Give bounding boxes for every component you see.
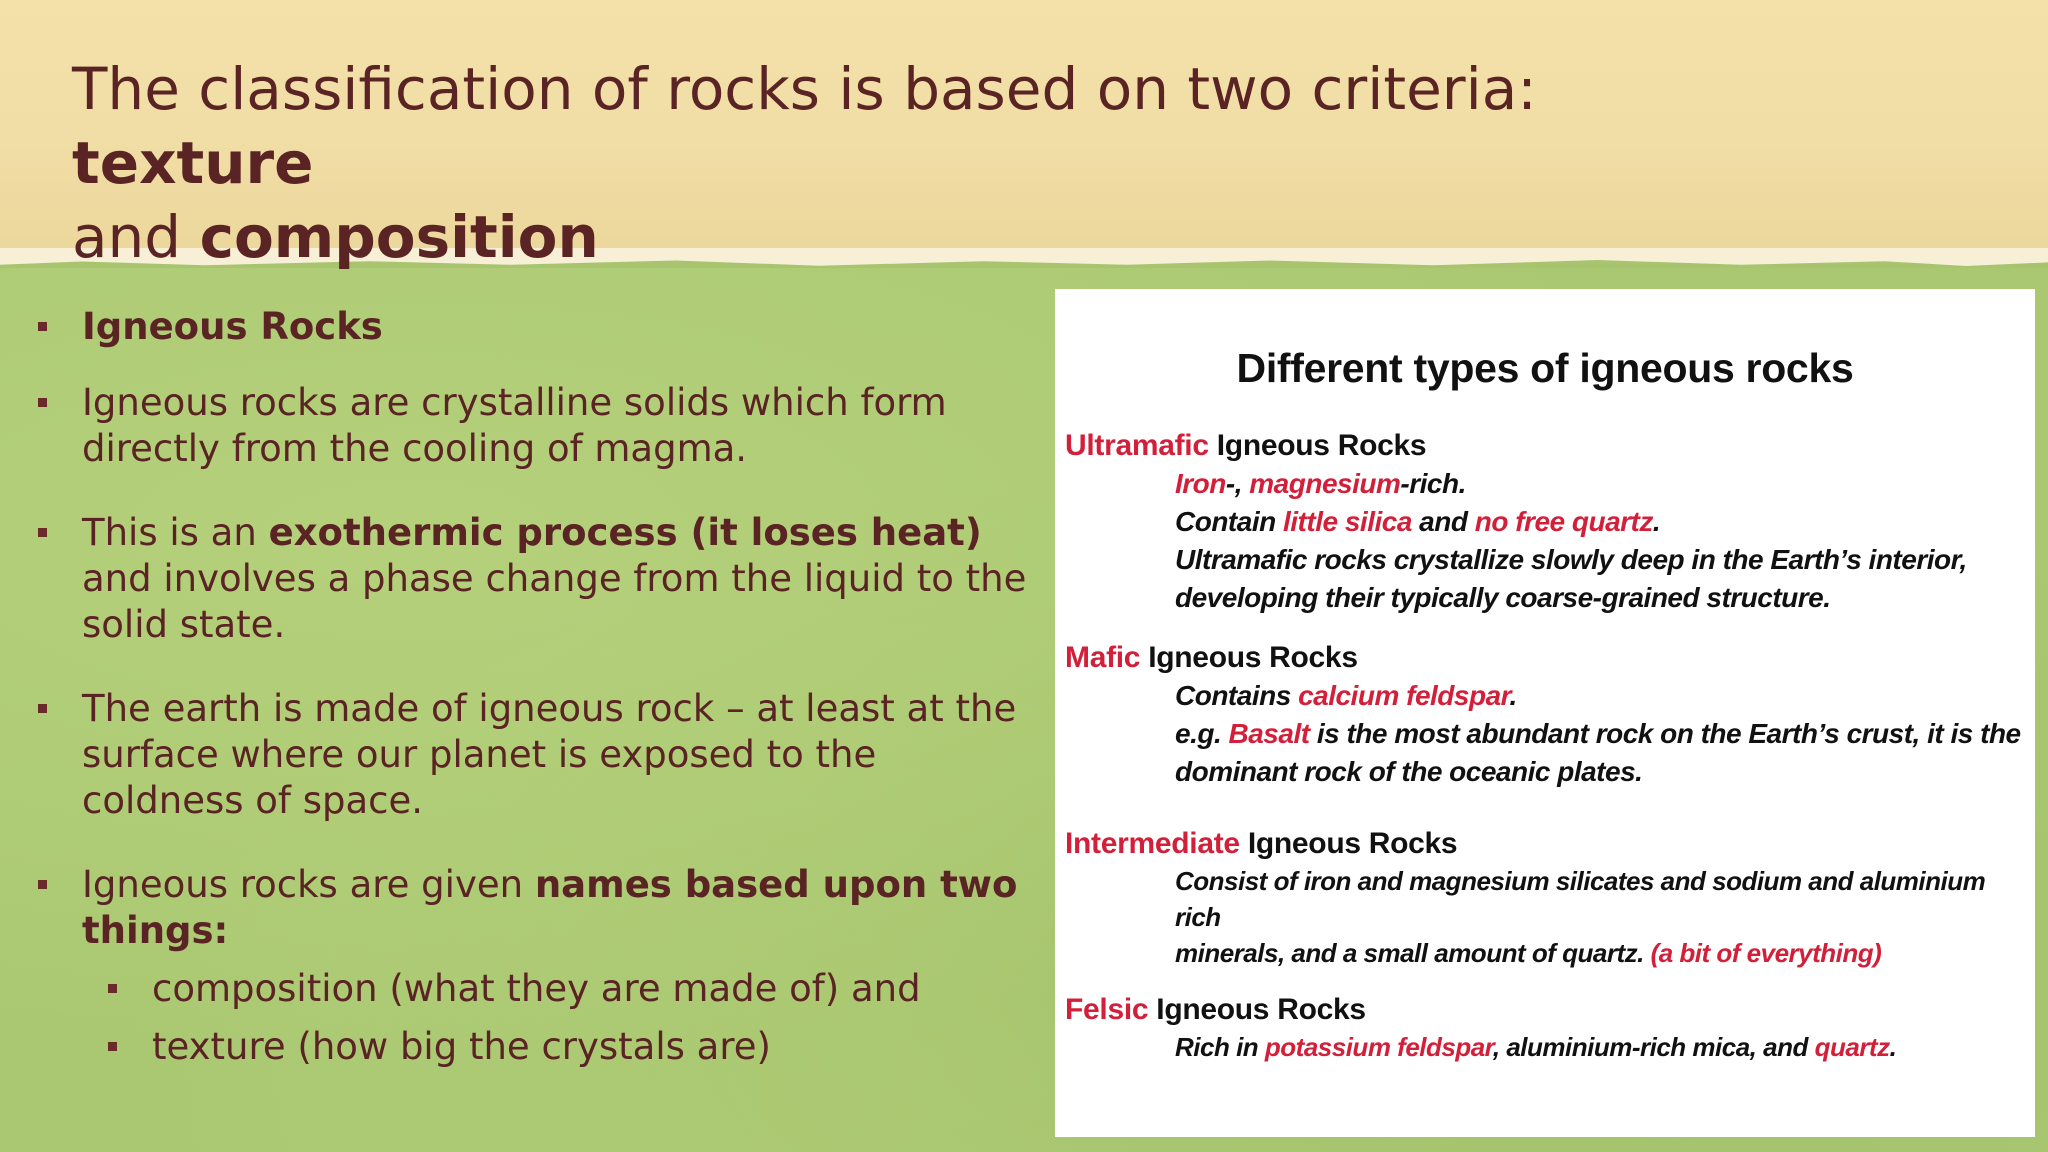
bullet-bold-text: names based upon two things: bbox=[82, 863, 1018, 952]
red-text: quartz bbox=[1814, 1032, 1890, 1062]
title-text-and: and bbox=[72, 203, 200, 271]
bullet-item-names bbox=[36, 862, 1046, 1070]
bullet-text: Igneous Rocks bbox=[82, 305, 383, 348]
section-heading bbox=[1065, 825, 2025, 863]
text: -, bbox=[1225, 468, 1250, 499]
text: . bbox=[1509, 680, 1517, 711]
heading-red: Intermediate bbox=[1065, 827, 1240, 860]
text: minerals, and a small amount of quartz. bbox=[1175, 938, 1651, 968]
section-line bbox=[1065, 715, 2025, 753]
bullet-text: This is an bbox=[82, 511, 269, 554]
heading-red: Mafic bbox=[1065, 641, 1141, 674]
bullet-square-icon bbox=[38, 704, 47, 713]
section-line bbox=[1065, 677, 2025, 715]
section-felsic bbox=[1065, 991, 2025, 1065]
bullet-square-icon bbox=[108, 1042, 117, 1051]
bullet-text: Igneous rocks are given bbox=[82, 863, 535, 906]
text: -rich. bbox=[1400, 468, 1466, 499]
subbullet-text: composition (what they are made of) and bbox=[152, 967, 921, 1010]
bullet-item-earth bbox=[36, 686, 1046, 824]
section-line: Ultramafic rocks crystallize slowly deep in the Earth’s interior, bbox=[1175, 544, 1967, 575]
heading-rest: Igneous Rocks bbox=[1140, 641, 1358, 674]
section-ultramafic bbox=[1065, 427, 2025, 617]
text: is the most abundant rock on the Earth’s crust, it is the bbox=[1309, 718, 2021, 749]
red-text: calcium feldspar bbox=[1298, 680, 1510, 711]
section-line bbox=[1065, 465, 2025, 503]
bullet-square-icon bbox=[38, 398, 47, 407]
section-line: Consist of iron and magnesium silicates and sodium and aluminium rich bbox=[1175, 866, 1986, 932]
bullet-text: Igneous rocks are crystalline solids which form directly from the cooling of magma. bbox=[82, 381, 947, 470]
section-line bbox=[1065, 935, 2025, 971]
bullet-item-igneous-rocks bbox=[36, 304, 1046, 350]
section-heading bbox=[1065, 991, 2025, 1029]
bullet-square-icon bbox=[108, 984, 117, 993]
red-text: (a bit of everything) bbox=[1650, 938, 1882, 968]
heading-red: Ultramafic bbox=[1065, 429, 1209, 462]
bullet-text: The earth is made of igneous rock – at least at the surface where our planet is exposed to the coldness of space. bbox=[82, 687, 1017, 822]
igneous-rocks-image-panel bbox=[1055, 289, 2035, 1137]
title-bold-texture: texture bbox=[72, 129, 314, 197]
red-text: Iron bbox=[1175, 468, 1226, 499]
heading-rest: Igneous Rocks bbox=[1148, 993, 1366, 1026]
text: , aluminium-rich mica, and bbox=[1492, 1032, 1815, 1062]
bullet-text: and involves a phase change from the liquid to the solid state. bbox=[82, 557, 1027, 646]
section-line bbox=[1065, 503, 2025, 541]
text: Rich in bbox=[1175, 1032, 1265, 1062]
bullet-item-exothermic bbox=[36, 510, 1046, 648]
subbullet-texture bbox=[36, 1024, 1046, 1070]
bullet-list bbox=[36, 304, 1046, 1070]
section-heading bbox=[1065, 427, 2025, 465]
section-heading bbox=[1065, 639, 2025, 677]
slide-title bbox=[72, 52, 1772, 274]
section-mafic bbox=[1065, 639, 2025, 791]
text: e.g. bbox=[1175, 718, 1229, 749]
section-intermediate bbox=[1065, 825, 2025, 971]
bullet-bold-text: exothermic process (it loses heat) bbox=[268, 511, 982, 554]
red-text: potassium feldspar bbox=[1264, 1032, 1493, 1062]
section-line: dominant rock of the oceanic plates. bbox=[1175, 756, 1643, 787]
title-bold-composition: composition bbox=[199, 203, 599, 271]
text: . bbox=[1889, 1032, 1897, 1062]
red-text: no free quartz bbox=[1474, 506, 1653, 537]
text: Contain bbox=[1175, 506, 1283, 537]
bullet-item-crystalline bbox=[36, 380, 1046, 472]
bullet-square-icon bbox=[38, 322, 47, 331]
subbullet-text: texture (how big the crystals are) bbox=[152, 1025, 771, 1068]
bullet-square-icon bbox=[38, 880, 47, 889]
bullet-square-icon bbox=[38, 528, 47, 537]
title-text: The classification of rocks is based on two criteria: bbox=[72, 55, 1537, 123]
subbullet-composition bbox=[36, 966, 1046, 1012]
heading-red: Felsic bbox=[1065, 993, 1149, 1026]
red-text: Basalt bbox=[1228, 718, 1310, 749]
text: Contains bbox=[1175, 680, 1299, 711]
text: and bbox=[1411, 506, 1475, 537]
section-line bbox=[1065, 1029, 2025, 1065]
red-text: magnesium bbox=[1249, 468, 1401, 499]
heading-rest: Igneous Rocks bbox=[1208, 429, 1427, 462]
panel-title: Different types of igneous rocks bbox=[1236, 345, 1854, 391]
heading-rest: Igneous Rocks bbox=[1239, 827, 1458, 860]
red-text: little silica bbox=[1283, 506, 1412, 537]
section-line: developing their typically coarse-grained structure. bbox=[1175, 582, 1831, 613]
text: . bbox=[1652, 506, 1661, 537]
